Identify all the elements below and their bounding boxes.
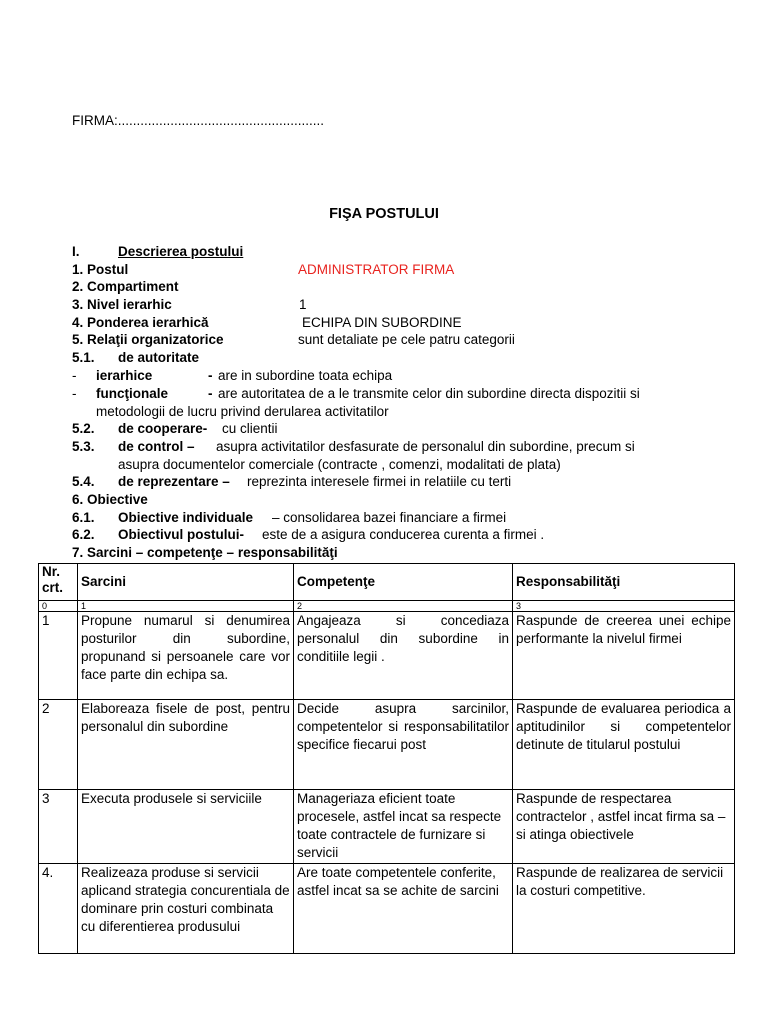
field-postul-value: ADMINISTRATOR FIRMA <box>298 262 455 277</box>
s53-text: asupra activitatilor desfasurate de personalul din subordine, precum si <box>216 439 635 454</box>
ierarhice-dash: - <box>72 368 77 383</box>
row-sarcini: Elaboreaza fisele de post, pentru personalul din subordine <box>78 700 294 790</box>
s53-number: 5.3. <box>72 439 95 454</box>
row-responsabilitati: Raspunde de realizarea de servicii la costuri competitive. <box>513 864 735 954</box>
row-responsabilitati: Raspunde de creerea unei echipe performante la nivelul firmei <box>513 612 735 700</box>
s51-number: 5.1. <box>72 350 95 365</box>
section-i-number: I. <box>72 244 80 259</box>
row-competente: Decide asupra sarcinilor, competentelor si responsabilitatilor specifice fiecarui post <box>294 700 513 790</box>
table-row <box>39 700 735 790</box>
header-responsabilitati: Responsabilităţi <box>513 564 735 601</box>
page-title: FIŞA POSTULUI <box>329 206 439 222</box>
colnum-3: 3 <box>513 601 735 612</box>
functionale-sep: - <box>208 386 213 401</box>
s52-label: de cooperare- <box>118 421 208 436</box>
functionale-text-cont: metodologii de lucru privind derularea activitatilor <box>96 404 389 419</box>
s6-label: 6. Obiective <box>72 492 148 507</box>
row-sarcini: Executa produsele si serviciile <box>78 790 294 864</box>
section-i-label: Descrierea postului <box>118 244 244 259</box>
field-nivel-label: 3. Nivel ierarhic <box>72 297 172 312</box>
s61-number: 6.1. <box>72 510 95 525</box>
table-header-row <box>39 564 735 601</box>
s54-label: de reprezentare – <box>118 474 230 489</box>
table-row <box>39 790 735 864</box>
field-relatii-label: 5. Relaţii organizatorice <box>72 332 224 347</box>
s54-number: 5.4. <box>72 474 95 489</box>
s53-text-cont: asupra documentelor comerciale (contracte , comenzi, modalitati de plata) <box>118 457 561 472</box>
colnum-1: 1 <box>78 601 294 612</box>
row-nr: 1 <box>39 612 78 700</box>
field-ponderea-value: ECHIPA DIN SUBORDINE <box>302 315 462 330</box>
table-row <box>39 864 735 954</box>
row-sarcini: Realizeaza produse si servicii aplicand strategia concurentiala de dominare prin costuri combinata cu diferentierea produsului <box>78 864 294 954</box>
header-nr-crt: Nr. crt. <box>39 564 78 601</box>
header-sarcini: Sarcini <box>78 564 294 601</box>
s53-label: de control – <box>118 439 195 454</box>
s52-number: 5.2. <box>72 421 95 436</box>
s62-text: este de a asigura conducerea curenta a firmei . <box>262 527 545 542</box>
s52-text: cu clientii <box>222 421 278 436</box>
s61-label: Obiective individuale <box>118 510 254 525</box>
field-compartiment-label: 2. Compartiment <box>72 279 179 294</box>
field-ponderea-label: 4. Ponderea ierarhică <box>72 315 209 330</box>
colnum-0: 0 <box>39 601 78 612</box>
row-competente: Manageriaza eficient toate procesele, astfel incat sa respecte toate contractele de furnizare si servicii <box>294 790 513 864</box>
functionale-label: funcţionale <box>96 386 169 401</box>
row-competente: Are toate competentele conferite, astfel incat sa se achite de sarcini <box>294 864 513 954</box>
table-row <box>39 612 735 700</box>
row-nr: 4. <box>39 864 78 954</box>
field-postul-label: 1. Postul <box>72 262 129 277</box>
s62-number: 6.2. <box>72 527 95 542</box>
colnum-2: 2 <box>294 601 513 612</box>
s62-label: Obiectivul postului- <box>118 527 245 542</box>
field-relatii-value: sunt detaliate pe cele patru categorii <box>298 332 515 347</box>
sarcini-table <box>38 563 735 954</box>
row-competente: Angajeaza si concediaza personalul din subordine in conditiile legii . <box>294 612 513 700</box>
ierarhice-label: ierarhice <box>96 368 153 383</box>
s7-label: 7. Sarcini – competenţe – responsabilităţi <box>72 545 338 560</box>
field-nivel-value: 1 <box>299 297 307 312</box>
row-responsabilitati: Raspunde de respectarea contractelor , astfel incat firma sa –si atinga obiectivele <box>513 790 735 864</box>
s54-text: reprezinta interesele firmei in relatiile cu terti <box>247 474 512 489</box>
column-number-row <box>39 601 735 612</box>
ierarhice-sep: - <box>208 368 213 383</box>
row-nr: 3 <box>39 790 78 864</box>
functionale-text: are autoritatea de a le transmite celor din subordine directa dispozitii si <box>218 386 640 401</box>
functionale-dash: - <box>72 386 77 401</box>
row-sarcini: Propune numarul si denumirea posturilor din subordine, propunand si persoanele care vor face parte din echipa sa. <box>78 612 294 700</box>
s51-label: de autoritate <box>118 350 200 365</box>
row-nr: 2 <box>39 700 78 790</box>
header-competente: Competenţe <box>294 564 513 601</box>
row-responsabilitati: Raspunde de evaluarea periodica a aptitudinilor si competentelor detinute de titularul postului <box>513 700 735 790</box>
ierarhice-text: are in subordine toata echipa <box>218 368 393 383</box>
firma-line: FIRMA:....................................................... <box>72 113 325 128</box>
s61-text: – consolidarea bazei financiare a firmei <box>272 510 507 525</box>
